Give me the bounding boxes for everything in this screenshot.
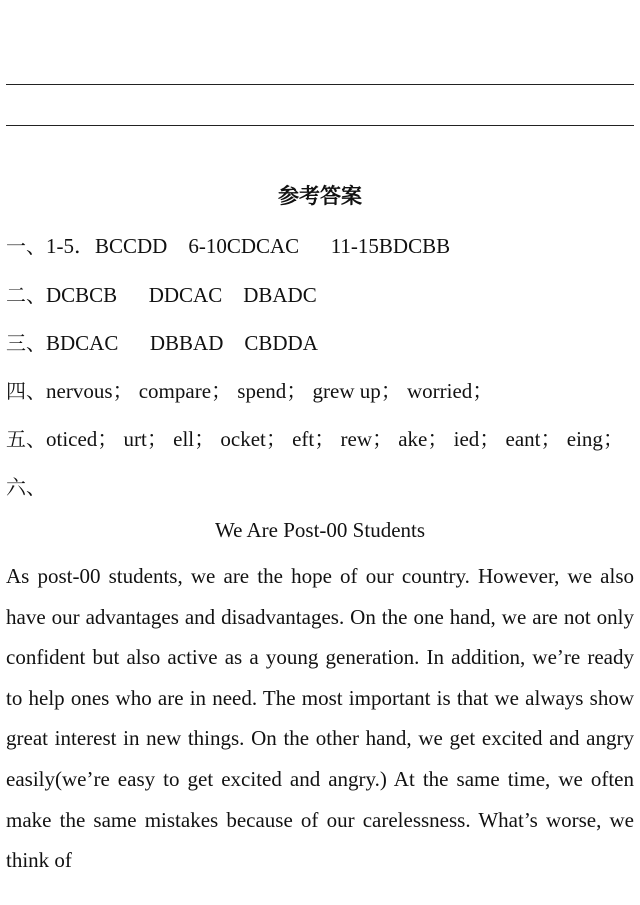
page-title: 参考答案 xyxy=(278,184,362,208)
answer-section-5 xyxy=(6,423,624,453)
essay-body: As post-00 students, we are the hope of our country. However, we also have our advantages and disadvantages. On the one hand, we are not only confident but also active as a young generation. In addition, we’re ready to help ones who are in need. The most important is that we always show great interest in new things. On the other hand, we get excited and angry easily(we’re easy to get excited and angry.) At the same time, we often make the same mistakes because of our carelessness. What’s worse, we think of xyxy=(6,564,634,873)
section-answers: 1-5．BCCDD 6-10CDCAC 11-15BDCBB xyxy=(46,234,451,258)
answer-section-1 xyxy=(6,230,450,260)
section-number: 六、 xyxy=(6,475,46,499)
section-number: 三、 xyxy=(6,331,46,355)
answer-section-2 xyxy=(6,279,317,308)
section-number: 一、 xyxy=(6,234,46,258)
answer-line-2 xyxy=(6,125,634,126)
section-number: 五、 xyxy=(6,427,46,451)
section-number: 二、 xyxy=(6,283,46,307)
section-answers: BDCAC DBBAD CBDDA xyxy=(46,331,318,355)
answer-section-6 xyxy=(6,471,46,500)
answer-section-3 xyxy=(6,327,318,356)
answer-section-4 xyxy=(6,375,493,405)
section-number: 四、 xyxy=(6,379,46,403)
essay-title: We Are Post-00 Students xyxy=(214,518,426,542)
section-answers: oticed； urt； ell； ocket； eft； rew； ake； ied； eant； eing； xyxy=(46,427,624,451)
section-answers: DCBCB DDCAC DBADC xyxy=(46,283,317,307)
answer-line-1 xyxy=(6,84,634,85)
section-answers: nervous； compare； spend； grew up； worried； xyxy=(46,379,494,403)
